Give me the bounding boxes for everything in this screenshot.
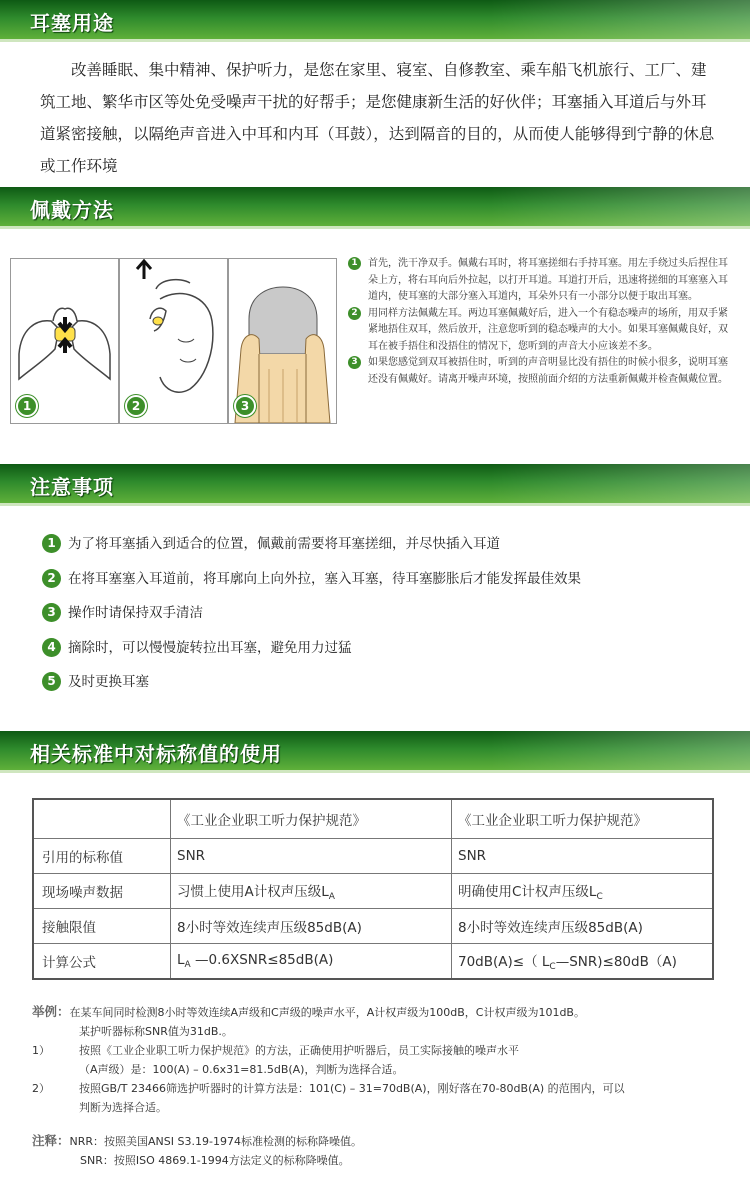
footnote-section xyxy=(32,1131,722,1170)
table-cell: SNR xyxy=(171,839,452,874)
table-row xyxy=(33,839,713,874)
step-text: 首先，洗干净双手。佩戴右耳时，将耳塞搓细右手持耳塞。用左手绕过头后捏住耳朵上方，将右耳向后外拉起，以打开耳道。耳道打开后，迅速将搓细的耳塞塞入耳道内，使耳塞的大部分塞入耳道内，耳朵外只有一小部分以便于取出耳塞。 xyxy=(368,258,728,302)
section-banner-notes xyxy=(0,464,750,506)
notes-list xyxy=(42,533,581,706)
note-text: 摘除时，可以慢慢旋转拉出耳塞，避免用力过猛 xyxy=(68,639,352,656)
intro-paragraph: 改善睡眠、集中精神、保护听力，是您在家里、寝室、自修教室、乘车船飞机旅行、工厂、建筑工地、繁华市区等处免受噪声干扰的好帮手；是您健康新生活的好伙伴；耳塞插入耳道后与外耳道紧密接触，以隔绝声音进入中耳和内耳（耳鼓），达到隔音的目的，从而使人能够得到宁静的休息或工作环境 xyxy=(40,61,715,175)
example-text: 某护听器标称SNR值为31dB.。 xyxy=(79,1025,233,1038)
step-text: 用同样方法佩戴左耳。两边耳塞佩戴好后，进入一个有稳态噪声的场所，用双手紧紧地捂住双耳，然后放开，注意您听到的稳态噪声的大小。如果耳塞佩戴良好，双耳在被手捂住和没捂住的情况下，您听到的声音大小应该差不多。 xyxy=(368,307,728,352)
note-number-badge: 3 xyxy=(42,603,61,622)
table-row xyxy=(33,944,713,980)
section-title: 耳塞用途 xyxy=(30,11,114,35)
section-title: 佩戴方法 xyxy=(30,198,114,222)
note-item xyxy=(42,637,581,672)
picture-number-badge: 2 xyxy=(125,395,147,417)
note-item xyxy=(42,602,581,637)
footnote-text: NRR：按照美国ANSI S3.19-1974标准检测的标称降噪值。 xyxy=(69,1135,362,1148)
footnote-label: 注释： xyxy=(32,1133,70,1148)
table-cell: $L_A$ —0.6XSNR≤85dB(A) xyxy=(171,944,452,980)
illustration-roll-earplug xyxy=(10,258,119,424)
example-text: 判断为选择合适。 xyxy=(79,1101,167,1114)
standards-table xyxy=(32,798,714,980)
example-label: 举例： xyxy=(32,1004,70,1019)
example-item-number: 1） xyxy=(32,1044,50,1057)
section-title: 注意事项 xyxy=(30,475,114,499)
table-header-row xyxy=(33,799,713,839)
illustration-insert-earplug xyxy=(119,258,228,424)
example-text: 在某车间同时检测8小时等效连续A声级和C声级的噪声水平，A计权声级为100dB，C计权声级为101dB。 xyxy=(69,1006,585,1019)
wearing-steps xyxy=(348,256,733,388)
table-cell: 明确使用C计权声压级$L_C$ xyxy=(452,874,714,909)
example-section xyxy=(32,1002,722,1117)
section-title: 相关标准中对标称值的使用 xyxy=(30,742,282,766)
note-text: 为了将耳塞插入到适合的位置，佩戴前需要将耳塞搓细，并尽快插入耳道 xyxy=(68,536,500,552)
table-cell: SNR xyxy=(452,839,714,874)
step-item xyxy=(348,306,733,356)
table-header-cell: 《工业企业职工听力保护规范》 xyxy=(452,799,714,839)
row-label: 现场噪声数据 xyxy=(33,874,171,909)
row-label: 接触限值 xyxy=(33,909,171,944)
step-item xyxy=(348,355,733,388)
note-text: 操作时请保持双手清洁 xyxy=(68,605,203,621)
step-item xyxy=(348,256,733,306)
row-label: 计算公式 xyxy=(33,944,171,980)
step-number-badge: 2 xyxy=(348,307,361,320)
footnote-text: SNR：按照ISO 4869.1-1994方法定义的标称降噪值。 xyxy=(80,1154,350,1167)
step-number-badge: 3 xyxy=(348,356,361,369)
example-text: 按照GB/T 23466筛选护听器时的计算方法是：101(C) – 31=70dB(A)，刚好落在70-80dB(A) 的范围内，可以 xyxy=(79,1082,625,1095)
table-cell: 70dB(A)≤（ $L_C—SNR)\le 80dB(A)$ xyxy=(452,944,714,980)
note-item xyxy=(42,533,581,568)
section-banner-standards xyxy=(0,731,750,773)
step-text: 如果您感觉到双耳被捂住时，听到的声音明显比没有捂住的时候小很多，说明耳塞还没有佩戴好。请离开噪声环境，按照前面介绍的方法重新佩戴并检查佩戴位置。 xyxy=(368,357,728,385)
note-text: 在将耳塞塞入耳道前，将耳廓向上向外拉，塞入耳塞，待耳塞膨胀后才能发挥最佳效果 xyxy=(68,570,581,587)
table-cell: 8小时等效连续声压级85dB(A) xyxy=(171,909,452,944)
example-text: （A声级）是：100(A) – 0.6x31=81.5dB(A)，判断为选择合适。 xyxy=(79,1063,404,1076)
row-label: 引用的标称值 xyxy=(33,839,171,874)
note-number-badge: 4 xyxy=(42,638,61,657)
picture-number-badge: 1 xyxy=(16,395,38,417)
table-header-cell xyxy=(33,799,171,839)
step-number-badge: 1 xyxy=(348,257,361,270)
example-text: 按照《工业企业职工听力保护规范》的方法，正确使用护听器后，员工实际接触的噪声水平 xyxy=(79,1044,519,1057)
table-row xyxy=(33,874,713,909)
table-cell: 8小时等效连续声压级85dB(A) xyxy=(452,909,714,944)
table-header-cell: 《工业企业职工听力保护规范》 xyxy=(171,799,452,839)
note-item xyxy=(42,671,581,706)
note-number-badge: 5 xyxy=(42,672,61,691)
illustration-check-fit xyxy=(228,258,337,424)
note-number-badge: 1 xyxy=(42,534,61,553)
section-banner-wearing xyxy=(0,187,750,229)
section-banner-usage xyxy=(0,0,750,42)
note-item xyxy=(42,568,581,603)
picture-number-badge: 3 xyxy=(234,395,256,417)
note-number-badge: 2 xyxy=(42,569,61,588)
table-row xyxy=(33,909,713,944)
example-item-number: 2） xyxy=(32,1082,50,1095)
table-cell: 习惯上使用A计权声压级$L_A$ xyxy=(171,874,452,909)
note-text: 及时更换耳塞 xyxy=(68,674,149,690)
